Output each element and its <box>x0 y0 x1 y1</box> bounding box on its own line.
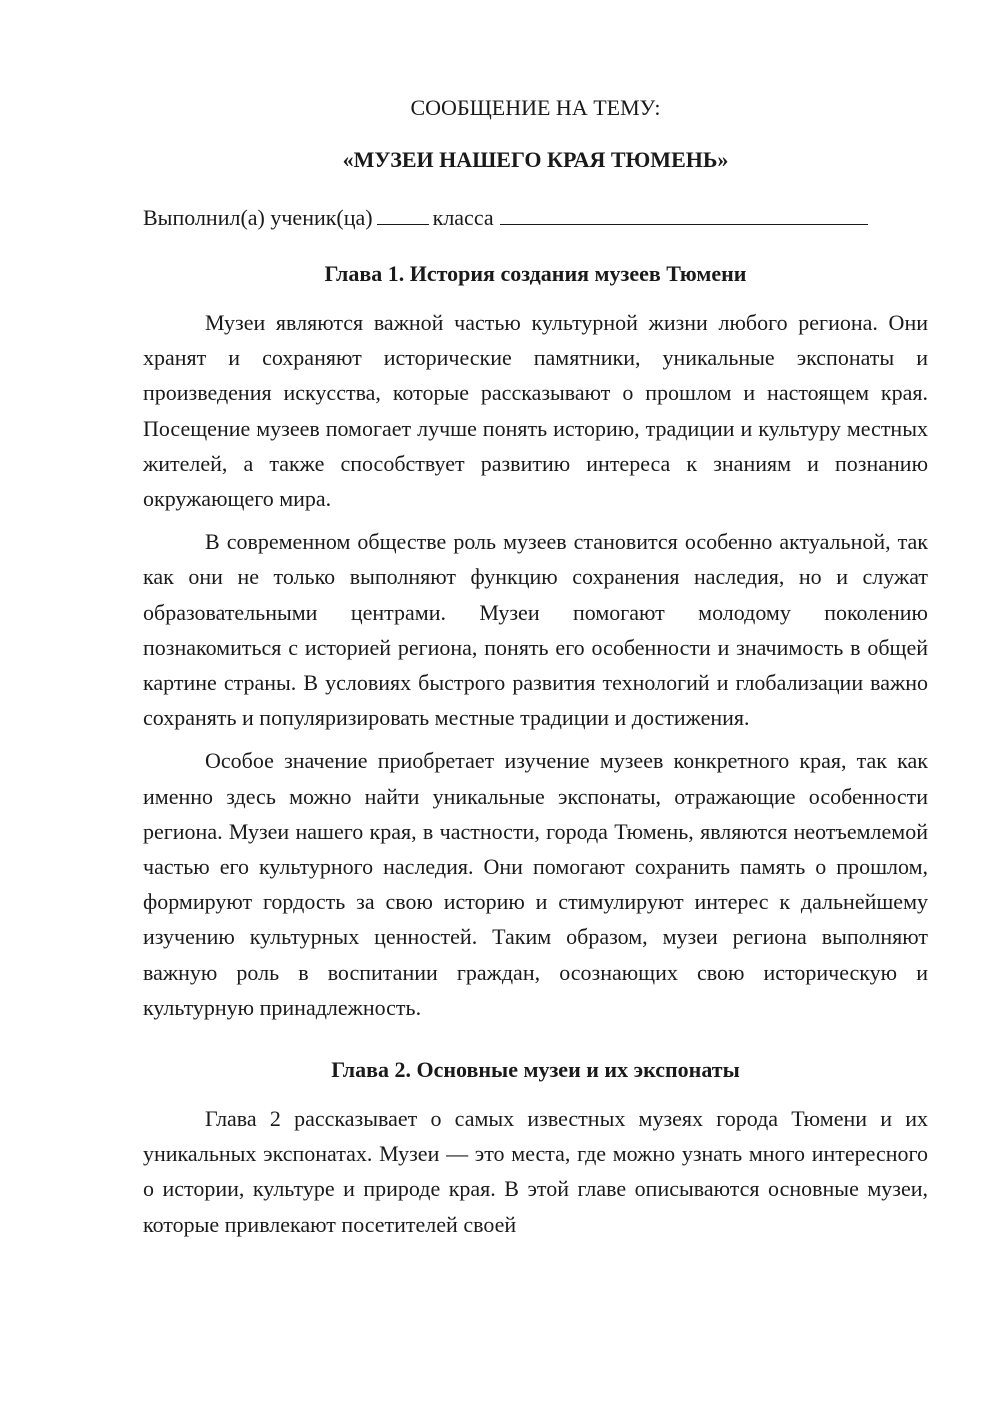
chapter-2-paragraph-1: Глава 2 рассказывает о самых известных музеях города Тюмени и их уникальных экспонатах. Музеи — это места, где можно узнать много интересного о истории, культуре и природе края. В этой главе описываются основные музеи, которые привлекают посетителей своей <box>143 1106 928 1237</box>
author-line <box>143 200 928 236</box>
chapter-1-paragraph-2: В современном обществе роль музеев становится особенно актуальной, так как они не только выполняют функцию сохранения наследия, но и служат образовательными центрами. Музеи помогают молодому поколению познакомиться с историей региона, понять его особенности и значимость в общей картине страны. В условиях быстрого развития технологий и глобализации важно сохранять и популяризировать местные традиции и достижения. <box>143 529 928 731</box>
chapter-2-heading: Глава 2. Основные музеи и их экспонаты <box>331 1057 740 1083</box>
chapter-1-paragraph-1: Музеи являются важной частью культурной жизни любого региона. Они хранят и сохраняют исторические памятники, уникальные экспонаты и произведения искусства, которые рассказывают о прошлом и настоящем края. Посещение музеев помогает лучше понять историю, традиции и культуру местных жителей, а также способствует развитию интереса к знаниям и познанию окружающего мира. <box>143 310 928 512</box>
document-title-line-1: СООБЩЕНИЕ НА ТЕМУ: <box>410 95 661 120</box>
author-prefix: Выполнил(а) ученик(ца) <box>143 205 373 230</box>
document-page <box>143 88 928 1250</box>
grade-blank <box>377 204 429 225</box>
name-blank <box>500 204 868 225</box>
chapter-1-heading: Глава 1. История создания музеев Тюмени <box>324 261 747 286</box>
author-class-label: класса <box>432 205 494 230</box>
document-title-line-2: «МУЗЕИ НАШЕГО КРАЯ ТЮМЕНЬ» <box>342 147 729 172</box>
chapter-1-paragraph-3: Особое значение приобретает изучение музеев конкретного края, так как именно здесь можно найти уникальные экспонаты, отражающие особенности региона. Музеи нашего края, в частности, города Тюмень, являются неотъемлемой частью его культурного наследия. Они помогают сохранить память о прошлом, формируют гордость за свою историю и стимулируют интерес к дальнейшему изучению культурных ценностей. Таким образом, музеи региона выполняют важную роль в воспитании граждан, осознающих свою историческую и культурную принадлежность. <box>143 748 928 1020</box>
